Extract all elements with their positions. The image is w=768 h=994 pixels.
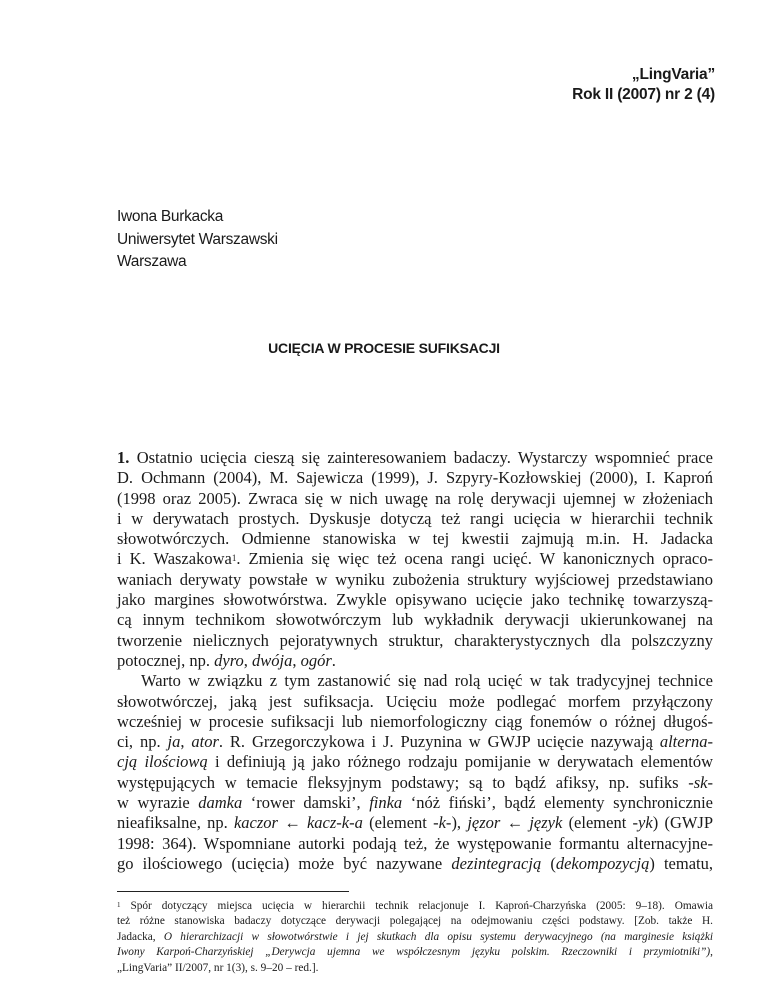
footnote-marker: 1 — [117, 901, 121, 909]
body-line: cją ilościową i definiują ją jako różnego rodzaju pomijanie w derywatach elementów — [117, 752, 713, 772]
body-line: słowotwórczych. Odmienne stanowiska w tej kwestii zajmują m.in. H. Jadacka — [117, 529, 713, 549]
body-line: cą innym technikom słowotwórczym lub wykładnik derywacji ukierunkowanej na — [117, 610, 713, 630]
body-line: w wyrazie damka ‘rower damski’, finka ‘nóż fiński’, bądź elementy synchronicznie — [117, 793, 713, 813]
footnote-line: Jadacka, O hierarchizacji w słowotwórstwie i jej skutkach dla opisu systemu derywacyjnego (na marginesie książki — [117, 930, 714, 943]
body-line: waniach derywaty powstałe w wyniku zubożenia struktury wyjściowej przedstawiano — [117, 569, 713, 589]
body-line: (1998 oraz 2005). Zwraca się w nich uwagę na rolę derywacji ujemnej w złożeniach — [117, 488, 713, 508]
footnote-line: „LingVaria” II/2007, nr 1(3), s. 9–20 – red.]. — [117, 961, 319, 974]
footnote — [117, 899, 713, 976]
body-line: nieafiksalne, np. kaczor ← kacz-k-a (element -k-), jęzor ← język (element -yk) (GWJP — [117, 813, 714, 833]
body-line: i K. Waszakowa$^1$. Zmienia się więc też ocena rangi ucięć. W kanonicznych opraco- — [117, 549, 713, 569]
footnote-line: też różne stanowiska badaczy dotyczące derywacji polegającej na odejmowaniu części podstawy. [Zob. także H. — [117, 915, 713, 928]
body-line: i w derywatach prostych. Dyskusje dotyczą też rangi ucięcia w hierarchii technik — [117, 508, 713, 528]
body-line: 1. Ostatnio ucięcia cieszą się zainteresowaniem badaczy. Wystarczy wspomnieć prace — [117, 448, 713, 467]
footnote-line: Iwony Karpoń-Charzyńskiej „Derywcja ujemna we współczesnym języku polskim. Rzeczowniki i przymiotniki”), — [117, 946, 713, 959]
body-line: wcześniej w procesie sufiksacji lub niemorfologiczny ciąg fonemów o różnej długoś- — [117, 711, 713, 731]
author-name: Iwona Burkacka — [117, 208, 224, 225]
footnote-separator — [117, 891, 349, 892]
author-block — [117, 206, 278, 274]
section-number: 1. — [117, 448, 130, 467]
body-line: tworzenie nielicznych pejoratywnych struktur, charakterystycznych dla polszczyzny — [117, 630, 713, 650]
author-affiliation: Uniwersytet Warszawski — [117, 230, 278, 248]
footnote-line: $^1$ Spór dotyczący miejsca ucięcia w hierarchii technik relacjonuje I. Kaproń-Charzyńska (2005: 9–18). Omawia — [117, 900, 713, 912]
author-city: Warszawa — [117, 253, 187, 270]
body-line: jako margines słowotwórstwa. Zwykle opisywano ucięcie jako technikę towarzyszą- — [117, 590, 713, 610]
body-line: ci, np. ja, ator. R. Grzegorczykowa i J. Puzynina w GWJP ucięcie nazywają alterna- — [117, 732, 713, 752]
body-line: D. Ochmann (2004), M. Sajewicza (1999), J. Szpyry-Kozłowskiej (2000), I. Kaproń — [117, 468, 713, 488]
body-line: potocznej, np. dyro, dwója, ogór. — [117, 650, 336, 670]
journal-name: „LingVaria” — [631, 66, 715, 83]
journal-header — [572, 65, 715, 105]
journal-issue: Rok II (2007) nr 2 (4) — [572, 86, 715, 103]
body-line: go ilościowego (ucięcia) może być nazywane dezintegracją (dekompozycją) tematu, — [117, 853, 713, 873]
body-line: słowotwórczej, jaką jest sufiksacja. Ucięciu może podlegać morfem przyłączony — [117, 691, 713, 711]
body-line: występujących w temacie fleksyjnym podstawy; są to bądź afiksy, np. sufiks -sk- — [117, 772, 713, 792]
body-line: 1998: 364). Wspomniane autorki podają też, że występowanie formantu alternacyjne- — [117, 833, 713, 853]
article-title: UCIĘCIA W PROCESIE SUFIKSACJI — [268, 340, 500, 356]
article-body — [117, 448, 713, 874]
body-line: Warto w związku z tym zastanowić się nad rolą ucięć w tak tradycyjnej technice — [141, 671, 713, 691]
footnote-ref[interactable]: 1 — [231, 553, 237, 564]
